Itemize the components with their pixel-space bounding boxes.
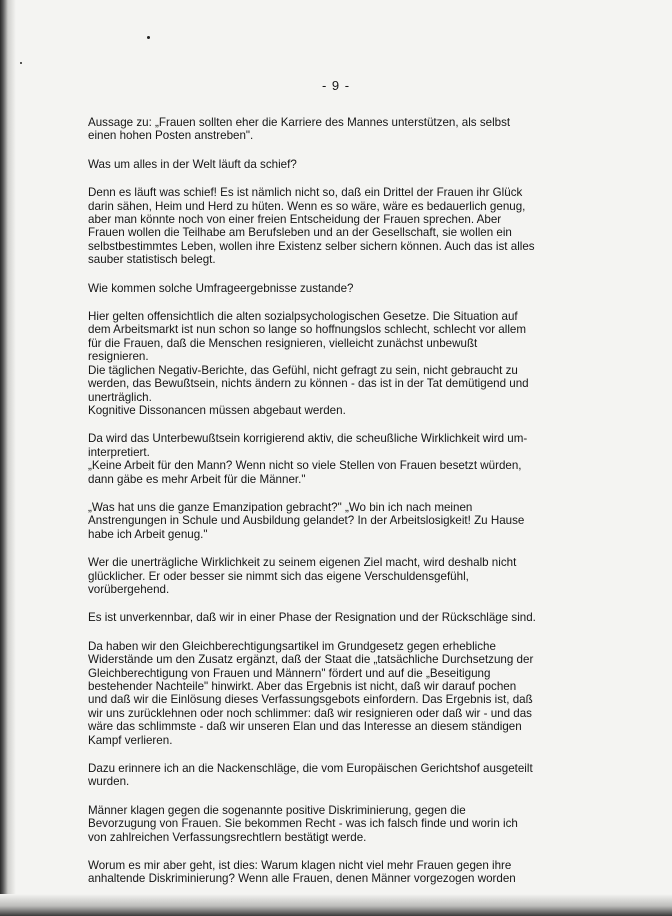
text-line: Wer die unerträgliche Wirklichkeit zu seinem eigenen Ziel macht, wird deshalb nicht <box>88 556 517 570</box>
text-line: Was um alles in der Welt läuft da schief? <box>88 157 297 171</box>
text-line: „Keine Arbeit für den Mann? Wenn nicht so viele Stellen von Frauen besetzt würden, <box>88 459 522 473</box>
text-line: von zahlreichen Verfassungsrechtlern bestätigt werde. <box>88 830 367 844</box>
text-line: sauber statistisch belegt. <box>88 253 216 267</box>
scan-speck <box>147 36 150 39</box>
text-line: vorübergehend. <box>88 582 170 596</box>
text-line: Frauen wollen die Teilhabe am Berufsleben und an der Gesellschaft, sie wollen ein <box>88 226 512 240</box>
text-line: werden, das Bewußtsein, nichts ändern zu können - das ist in der Tat demütigend und <box>88 377 529 391</box>
text-line: wurden. <box>88 775 130 789</box>
text-line: Es ist unverkennbar, daß wir in einer Phase der Resignation und der Rückschläge sind. <box>88 611 536 625</box>
paragraph <box>88 432 608 486</box>
text-line: Aussage zu: „Frauen sollten eher die Karriere des Mannes unterstützen, als selbst <box>88 116 511 129</box>
text-line: habe ich Arbeit genug." <box>88 527 208 541</box>
paragraph <box>88 310 608 417</box>
text-line: Wie kommen solche Umfrageergebnisse zustande? <box>88 281 354 295</box>
text-line: Kognitive Dissonancen müssen abgebaut werden. <box>88 403 346 417</box>
text-line: aber man könnte noch von einer freien Entscheidung der Frauen sprechen. Aber <box>88 213 502 227</box>
text-line: Hier gelten offensichtlich die alten sozialpsychologischen Gesetze. Die Situation auf <box>88 310 518 324</box>
text-line: für die Frauen, daß die Menschen resignieren, vielleicht zunächst unbewußt <box>88 336 478 350</box>
text-line: „Was hat uns die ganze Emanzipation gebracht?" „Wo bin ich nach meinen <box>88 500 473 514</box>
text-line: Die täglichen Negativ-Berichte, das Gefühl, nicht gefragt zu sein, nicht gebraucht zu <box>88 363 518 377</box>
text-line: resignieren. <box>88 350 149 364</box>
scan-speck <box>20 62 22 64</box>
text-line: wäre das schlimmste - daß wir unseren Elan und das Interesse an diesem ständigen <box>88 720 522 734</box>
paragraph <box>88 859 608 886</box>
paragraph <box>88 186 608 266</box>
paragraph <box>88 158 608 171</box>
text-line: glücklicher. Er oder besser sie nimmt sich das eigene Verschuldensgefühl, <box>88 569 469 583</box>
text-line: Da wird das Unterbewußtsein korrigierend aktiv, die scheußliche Wirklichkeit wird um- <box>88 432 528 446</box>
paragraph <box>88 556 608 596</box>
paragraph <box>88 804 608 844</box>
text-line: Anstrengungen in Schule und Ausbildung gelandet? In der Arbeitslosigkeit! Zu Hause <box>88 514 525 528</box>
paragraph <box>88 611 608 624</box>
text-line: Denn es läuft was schief! Es ist nämlich nicht so, daß ein Drittel der Frauen ihr Glück <box>88 186 523 200</box>
paragraph <box>88 640 608 747</box>
text-line: Bevorzugung von Frauen. Sie bekommen Recht - was ich falsch finde und worin ich <box>88 817 518 831</box>
scan-shadow-left <box>0 0 16 916</box>
text-line: dann gäbe es mehr Arbeit für die Männer." <box>88 472 306 486</box>
text-line: Kampf verlieren. <box>88 733 173 747</box>
paragraph <box>88 116 608 143</box>
text-line: selbstbestimmtes Leben, wollen ihre Existenz selber sichern können. Auch das ist alles <box>88 239 535 253</box>
page-number: - 9 - <box>321 78 351 93</box>
text-line: Widerstände um den Zusatz ergänzt, daß der Staat die „tatsächliche Durchsetzung der <box>88 653 534 667</box>
text-line: darin sähen, Heim und Herd zu hüten. Wenn es so wäre, wäre es bedauerlich genug, <box>88 199 526 213</box>
text-line: und daß wir die Einlösung dieses Verfassungsgebots einfordern. Das Ergebnis ist, daß <box>88 693 533 707</box>
paragraph <box>88 282 608 295</box>
paragraph <box>88 762 608 789</box>
text-line: bestehender Nachteile" hinwirkt. Aber das Ergebnis ist nicht, daß wir darauf pochen <box>88 680 517 693</box>
text-line: dem Arbeitsmarkt ist nun schon so lange so hoffnungslos schlecht, schlecht vor allem <box>88 323 526 337</box>
text-line: unerträglich. <box>88 390 152 404</box>
text-line: wir uns zurücklehnen oder noch schlimmer: daß wir resignieren oder daß wir - und das <box>88 706 532 720</box>
text-line: Da haben wir den Gleichberechtigungsartikel im Grundgesetz gegen erhebliche <box>88 639 496 653</box>
text-line: Gleichberechtigung von Frauen und Männern" fördert und auf die „Beseitigung <box>88 666 491 680</box>
text-line: anhaltende Diskriminierung? Wenn alle Frauen, denen Männer vorgezogen worden <box>88 872 516 886</box>
paragraph <box>88 501 608 541</box>
document-body <box>88 116 608 901</box>
text-line: Worum es mir aber geht, ist dies: Warum klagen nicht viel mehr Frauen gegen ihre <box>88 859 512 873</box>
text-line: Dazu erinnere ich an die Nackenschläge, die vom Europäischen Gerichtshof ausgeteilt <box>88 762 533 776</box>
text-line: interpretiert. <box>88 445 150 459</box>
text-line: einen hohen Posten anstreben". <box>88 129 254 143</box>
text-line: Männer klagen gegen die sogenannte positive Diskriminierung, gegen die <box>88 803 466 817</box>
